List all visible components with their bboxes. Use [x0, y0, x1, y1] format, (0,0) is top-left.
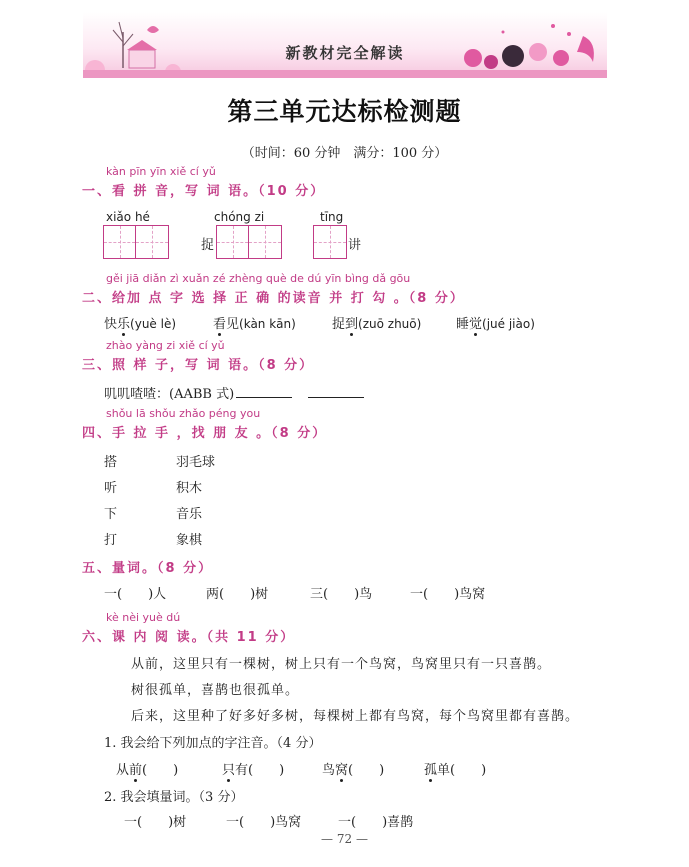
match-right-4[interactable]: 象棋: [176, 533, 203, 548]
measure-item-2[interactable]: 两( )树: [206, 587, 269, 602]
heart-icon: [147, 26, 159, 33]
section-4-pinyin: shǒu lā shǒu zhǎo péng you: [106, 407, 261, 420]
match-left-2[interactable]: 听: [104, 481, 118, 496]
question-1: 1. 我会给下列加点的字注音。（4 分）: [104, 736, 322, 751]
section-1-pinyin: kàn pīn yīn xiě cí yǔ: [106, 165, 216, 178]
word-2-prefix: 捉: [201, 238, 215, 253]
match-left-1[interactable]: 搭: [104, 455, 118, 470]
reading-item-3[interactable]: 捉到(zuō zhuō): [332, 317, 422, 332]
question-2: 2. 我会填量词。（3 分）: [104, 790, 244, 805]
section-4-heading: 四、手 拉 手 ，找 朋 友 。（8 分）: [82, 426, 328, 441]
reading-item-2[interactable]: 看见(kàn kān): [213, 317, 296, 332]
pinyin-item-2[interactable]: 只有( ): [222, 763, 285, 778]
match-left-4[interactable]: 打: [104, 533, 118, 548]
writing-grid-2[interactable]: [216, 225, 282, 259]
section-6-pinyin: kè nèi yuè dú: [106, 611, 181, 624]
passage-line-3: 后来，这里种了好多好多树，每棵树上都有鸟窝，每个鸟窝里都有喜鹊。: [131, 709, 580, 724]
match-right-3[interactable]: 音乐: [176, 507, 203, 522]
reading-item-4[interactable]: 睡觉(jué jiào): [456, 317, 535, 332]
section-3-pinyin: zhào yàng zi xiě cí yǔ: [106, 339, 225, 352]
dotted-char: 觉: [469, 317, 483, 332]
header-banner: [83, 12, 607, 78]
passage-line-2: 树很孤单，喜鹊也很孤单。: [131, 683, 300, 698]
dotted-char: 只: [222, 763, 236, 778]
pinyin-item-4[interactable]: 孤单( ): [424, 763, 487, 778]
dotted-char: 前: [129, 763, 143, 778]
word-2-pinyin: chóng zi: [214, 210, 265, 224]
book-title: 新教材完全解读: [285, 44, 405, 62]
quantifier-item-3[interactable]: 一( )喜鹊: [338, 815, 414, 830]
banner-bar: [83, 70, 607, 78]
dotted-char: 看: [213, 317, 227, 332]
dotted-char: 孤: [424, 763, 438, 778]
passage-line-1: 从前，这里只有一棵树，树上只有一个鸟窝，鸟窝里只有一只喜鹊。: [131, 657, 552, 672]
match-right-1[interactable]: 羽毛球: [176, 455, 216, 470]
word-1-pinyin: xiǎo hé: [106, 210, 150, 224]
pinyin-item-1[interactable]: 从前( ): [116, 763, 179, 778]
answer-blank-2[interactable]: [308, 385, 364, 398]
quantifier-item-2[interactable]: 一( )鸟窝: [226, 815, 302, 830]
dotted-char: 到: [345, 317, 359, 332]
page-title: 第三单元达标检测题: [227, 97, 462, 126]
page-number: — 72 —: [321, 832, 368, 846]
quantifier-item-1[interactable]: 一( )树: [124, 815, 187, 830]
measure-item-1[interactable]: 一( )人: [104, 587, 167, 602]
pinyin-item-3[interactable]: 鸟窝( ): [322, 763, 385, 778]
dotted-char: 窝: [335, 763, 349, 778]
section-5-heading: 五、量词。（8 分）: [82, 561, 214, 576]
answer-blank-1[interactable]: [236, 385, 292, 398]
writing-grid-1[interactable]: [103, 225, 169, 259]
dotted-char: 乐: [117, 317, 131, 332]
word-3-suffix: 讲: [348, 238, 362, 253]
section-6-heading: 六、课 内 阅 读。（共 11 分）: [82, 630, 296, 645]
measure-item-4[interactable]: 一( )鸟窝: [410, 587, 486, 602]
exam-info: （时间：60 分钟 满分：100 分）: [241, 146, 448, 161]
section-3-heading: 三、照 样 子，写 词 语。（8 分）: [82, 358, 315, 373]
match-right-2[interactable]: 积木: [176, 481, 203, 496]
measure-item-3[interactable]: 三( )鸟: [310, 587, 373, 602]
writing-grid-3[interactable]: [313, 225, 347, 259]
section-2-pinyin: gěi jiā diǎn zì xuǎn zé zhèng què de dú yīn bìng dǎ gōu: [106, 272, 411, 285]
match-left-3[interactable]: 下: [104, 507, 118, 522]
reading-item-1[interactable]: 快乐(yuè lè): [104, 317, 177, 332]
example-line: 叽叽喳喳：(AABB 式): [104, 383, 364, 402]
section-2-heading: 二、给加 点 字 选 择 正 确 的读音 并 打 勾 。（8 分）: [82, 291, 465, 306]
word-3-pinyin: tīng: [320, 210, 344, 224]
section-1-heading: 一、看 拼 音，写 词 语。（10 分）: [82, 184, 326, 199]
